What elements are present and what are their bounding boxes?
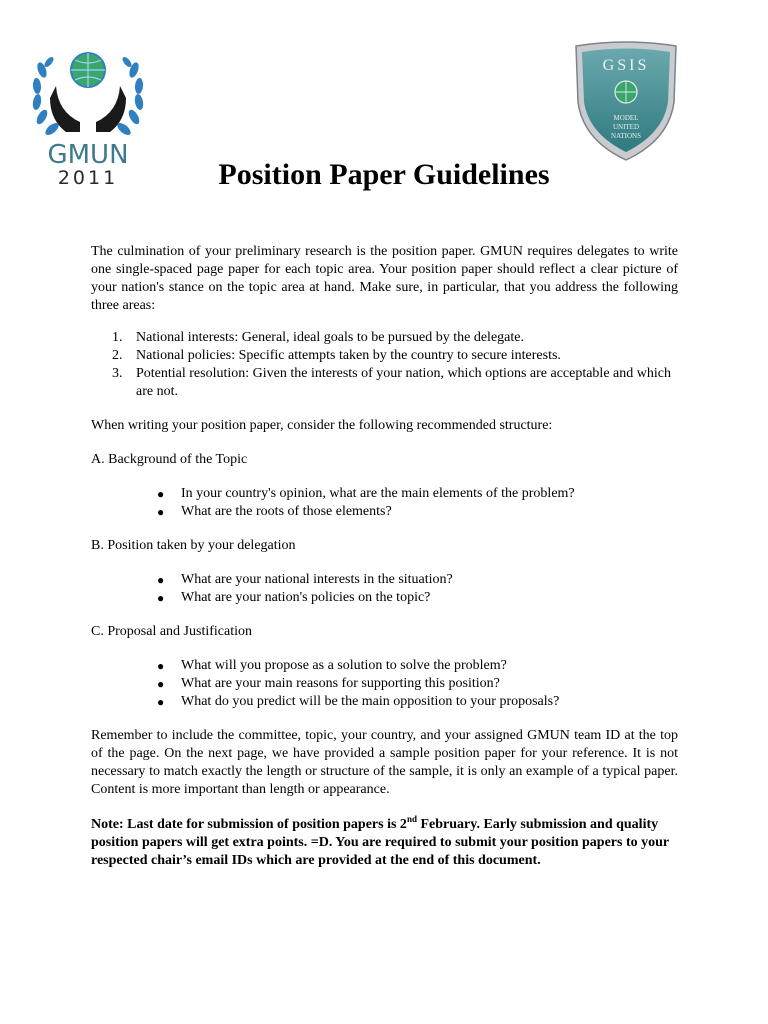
gsis-shield-icon <box>571 40 681 162</box>
structure-intro: When writing your position paper, consider the following recommended structure: <box>91 418 553 433</box>
bullet-item <box>91 485 678 503</box>
area-number: 1. <box>112 330 123 345</box>
bullet-item <box>91 589 678 607</box>
bullet-item <box>91 693 678 711</box>
section-c-bullets <box>91 657 678 711</box>
section-heading-c: C. Proposal and Justification <box>91 624 252 639</box>
submission-note <box>91 816 678 870</box>
intro-paragraph: The culmination of your preliminary research is the position paper. GMUN requires delegates to write one single-spaced page paper for each topic area. Your position paper should reflect a clear picture of your nation's stance on the topic area at hand. Make sure, in particular, that you address the following three areas: <box>91 244 678 313</box>
document-body <box>91 243 678 870</box>
bullet-text: What are your main reasons for supporting this position? <box>181 676 500 691</box>
note-text-start: Note: Last date for submission of position papers is 2 <box>91 817 407 832</box>
bullet-icon: ● <box>157 505 165 519</box>
note-text-end: February. Early submission and quality position papers will get extra points. =D. You are required to submit your position papers to your respected chair’s email IDs which are provided at the end of this document. <box>91 817 669 868</box>
note-superscript: nd <box>406 814 417 824</box>
area-number: 3. <box>112 366 123 381</box>
section-a-bullets <box>91 485 678 521</box>
gmun-logo-year: 2011 <box>57 167 119 188</box>
bullet-item <box>91 571 678 589</box>
area-item <box>91 365 678 401</box>
gmun-logo-text: GMUN <box>47 140 129 170</box>
bullet-text: What are the roots of those elements? <box>181 504 392 519</box>
bullet-text: What are your national interests in the situation? <box>181 572 453 587</box>
bullet-item <box>91 503 678 521</box>
bullet-text: What will you propose as a solution to solve the problem? <box>181 658 507 673</box>
area-item <box>91 329 678 347</box>
area-number: 2. <box>112 348 123 363</box>
gsis-logo-line3: NATIONS <box>611 132 641 140</box>
bullet-text: What are your nation's policies on the topic? <box>181 590 431 605</box>
bullet-text: In your country's opinion, what are the main elements of the problem? <box>181 486 575 501</box>
bullet-icon: ● <box>157 591 165 605</box>
section-b-bullets <box>91 571 678 607</box>
section-heading-b: B. Position taken by your delegation <box>91 538 296 553</box>
bullet-icon: ● <box>157 573 165 587</box>
bullet-icon: ● <box>157 487 165 501</box>
bullet-icon: ● <box>157 695 165 709</box>
bullet-item <box>91 657 678 675</box>
bullet-text: What do you predict will be the main opposition to your proposals? <box>181 694 560 709</box>
bullet-item <box>91 675 678 693</box>
bullet-icon: ● <box>157 677 165 691</box>
gsis-logo-line1: MODEL <box>613 114 639 122</box>
area-item <box>91 347 678 365</box>
reminder-paragraph: Remember to include the committee, topic, your country, and your assigned GMUN team ID at the top of the page. On the next page, we have provided a sample position paper for your reference. It is not necessary to match exactly the length or structure of the sample, it is only an example of a typical paper. Content is more important than length or appearance. <box>91 728 678 797</box>
gsis-logo <box>571 40 681 162</box>
section-heading-a: A. Background of the Topic <box>91 452 248 467</box>
area-text: Potential resolution: Given the interests of your nation, which options are acceptable and which are not. <box>136 366 671 399</box>
gsis-logo-line2: UNITED <box>612 123 640 131</box>
page-title: Position Paper Guidelines <box>218 158 550 191</box>
area-text: National policies: Specific attempts taken by the country to secure interests. <box>136 348 561 363</box>
gsis-logo-text: GSIS <box>602 57 650 74</box>
areas-list <box>91 329 678 401</box>
bullet-icon: ● <box>157 659 165 673</box>
area-text: National interests: General, ideal goals to be pursued by the delegate. <box>136 330 524 345</box>
